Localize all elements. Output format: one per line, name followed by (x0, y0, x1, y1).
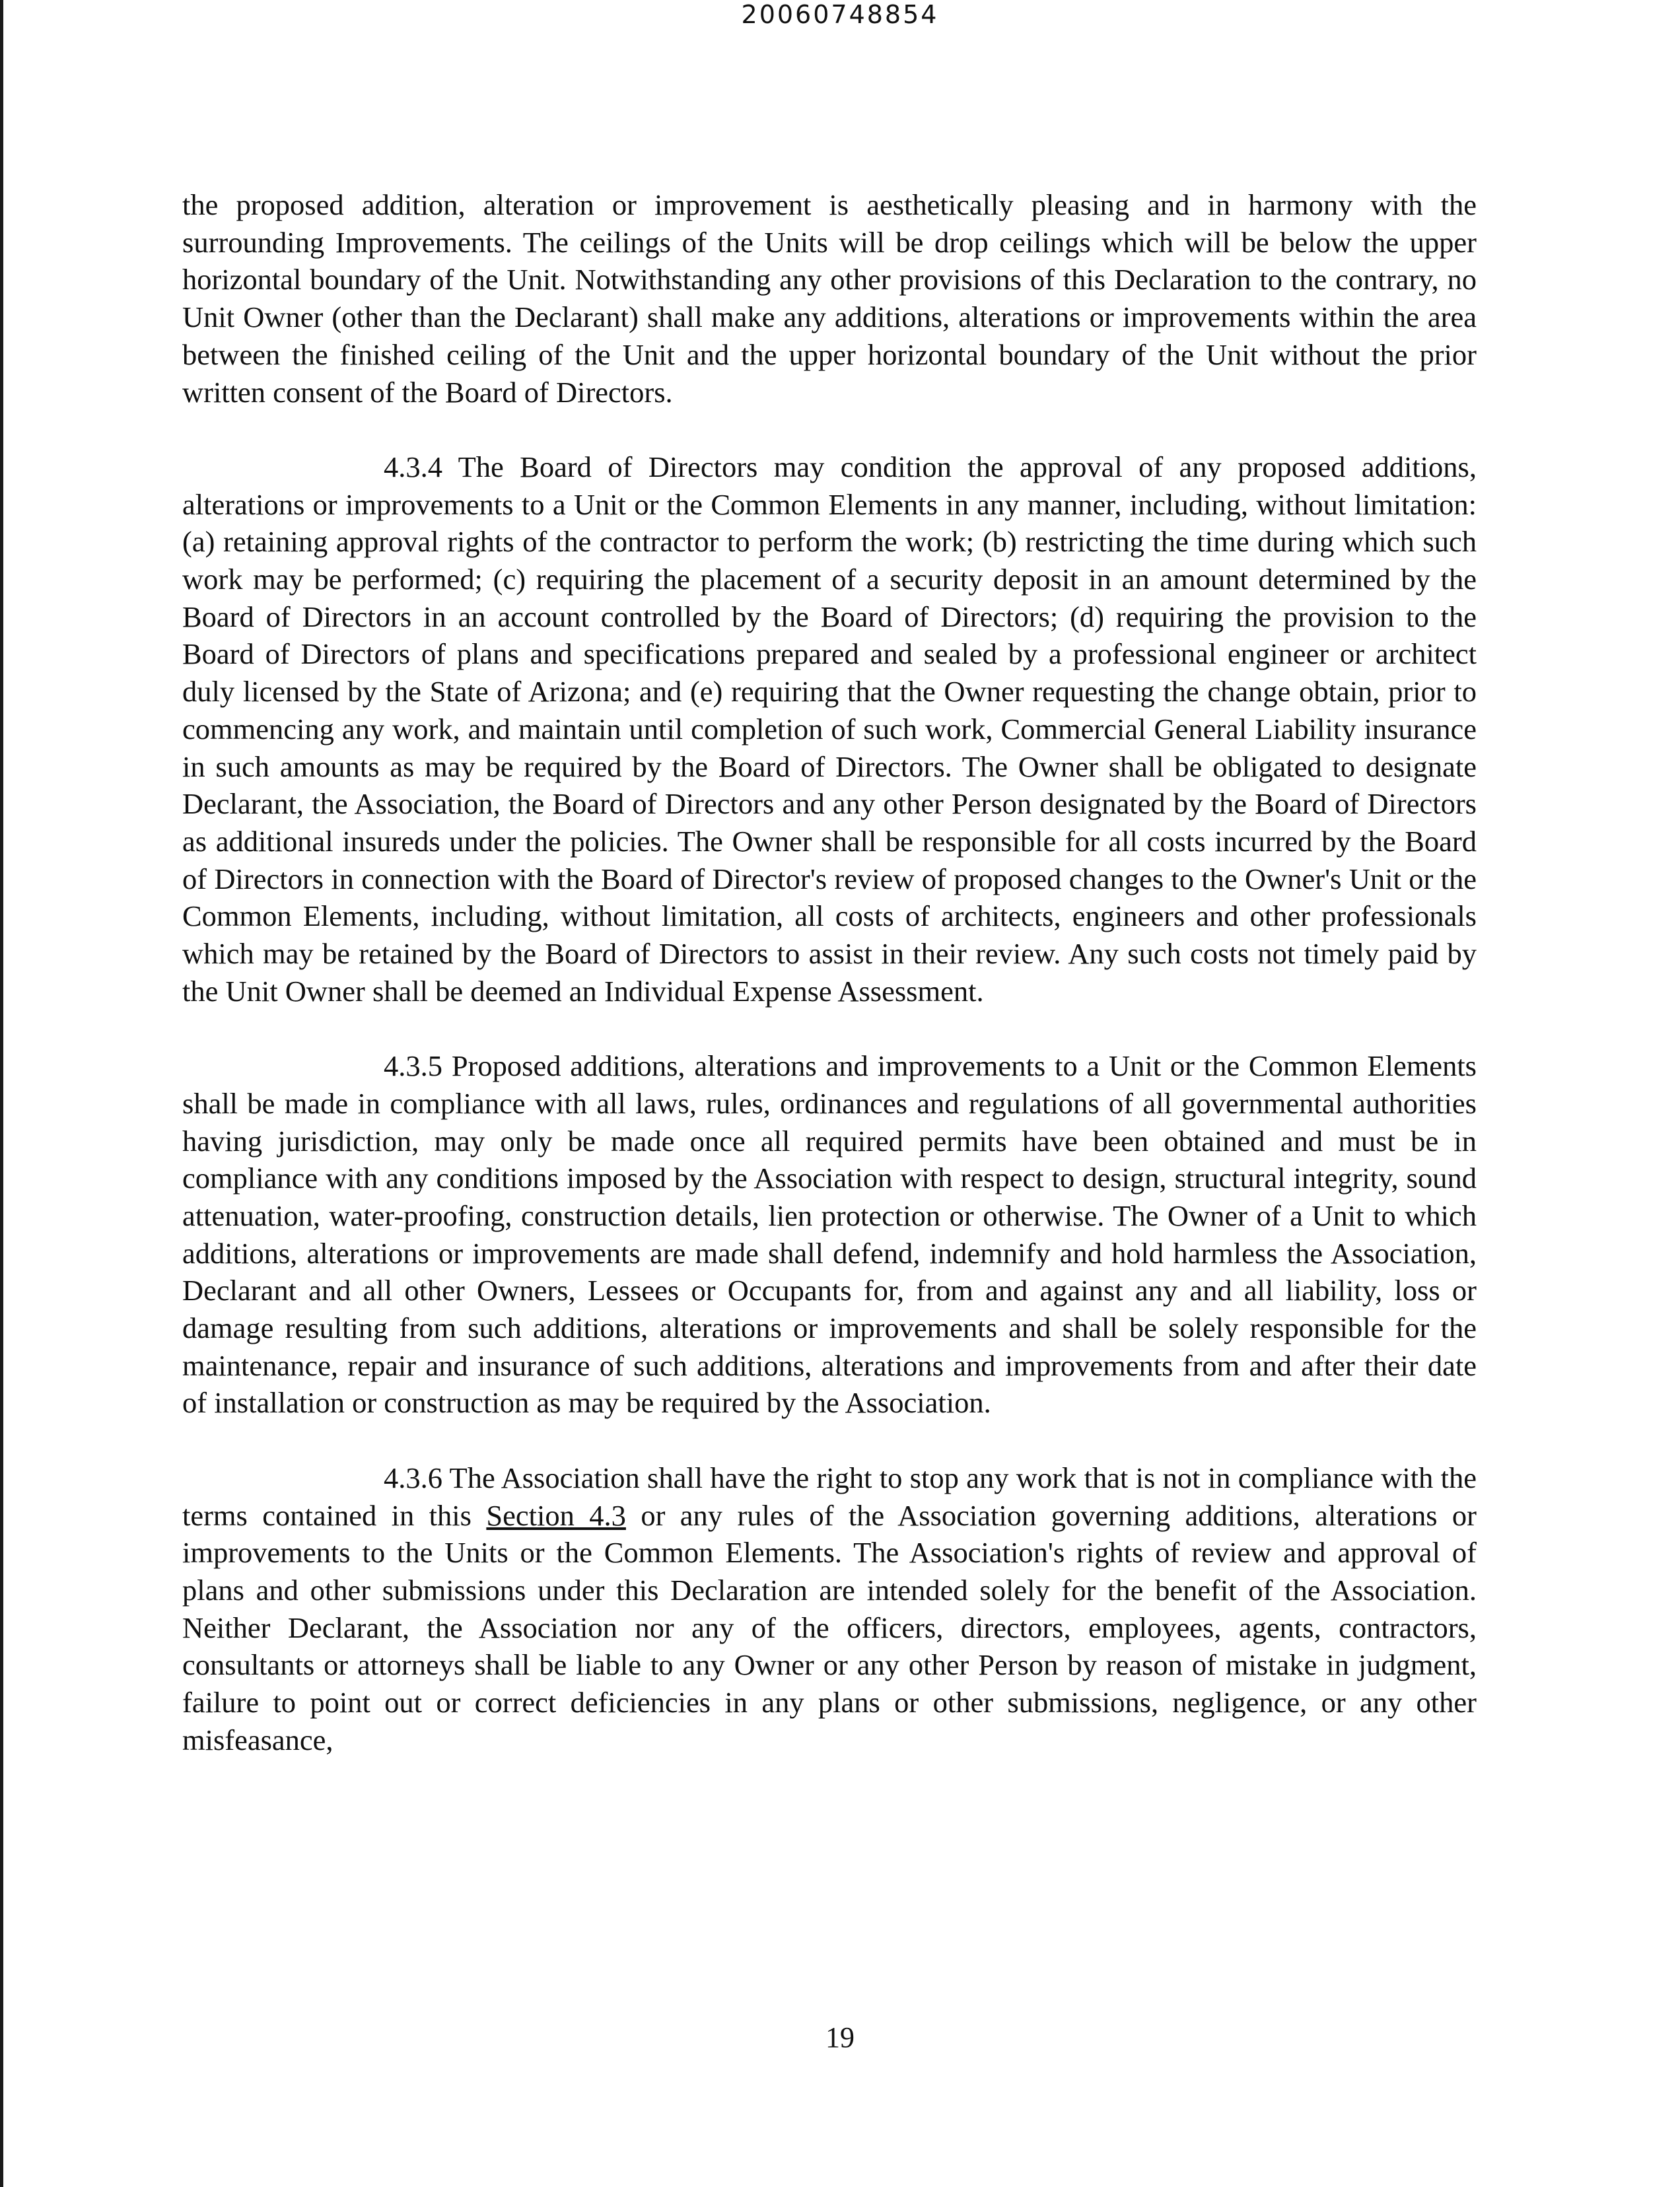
section-number: 4.3.6 (384, 1461, 442, 1494)
paragraph-text: Proposed additions, alterations and improvements to a Unit or the Common Elements shall be made in compliance with all laws, rules, ordinances and regulations of all governmental authorities having jurisdiction, may only be made once all required permits have been obtained and must be in compliance with any conditions imposed by the Association with respect to design, structural integrity, sound attenuation, water-proofing, construction details, lien protection or otherwise. The Owner of a Unit to which additions, alterations or improvements are made shall defend, indemnify and hold harmless the Association, Declarant and all other Owners, Lessees or Occupants for, from and against any and all liability, loss or damage resulting from such additions, alterations or improvements and shall be solely responsible for the maintenance, repair and insurance of such additions, alterations and improvements from and after their date of installation or construction as may be required by the Association. (182, 1049, 1477, 1420)
section-reference: Section 4.3 (486, 1498, 626, 1532)
document-body (182, 186, 1477, 1758)
paragraph-4-3-6 (182, 1459, 1477, 1759)
paragraph-text: The Board of Directors may condition the approval of any proposed additions, alterations or improvements to a Unit or the Common Elements in any manner, including, without limitation: (a) retaining approval rights of the contractor to perform the work; (b) restricting the time during which such work may be performed; (c) requiring the placement of a security deposit in an amount determined by the Board of Directors in an account controlled by the Board of Directors; (d) requiring the provision to the Board of Directors of plans and specifications prepared and sealed by a professional engineer or architect duly licensed by the State of Arizona; and (e) requiring that the Owner requesting the change obtain, prior to commencing any work, and maintain until completion of such work, Commercial General Liability insurance in such amounts as may be required by the Board of Directors. The Owner shall be obligated to designate Declarant, the Association, the Board of Directors and any other Person designated by the Board of Directors as additional insureds under the policies. The Owner shall be responsible for all costs incurred by the Board of Directors in connection with the Board of Director's review of proposed changes to the Owner's Unit or the Common Elements, including, without limitation, all costs of architects, engineers and other professionals which may be retained by the Board of Directors to assist in their review. Any such costs not timely paid by the Unit Owner shall be deemed an Individual Expense Assessment. (182, 450, 1477, 1008)
scan-edge (0, 0, 3, 2187)
paragraph-text-before-reference: The Association shall have the right to stop any work that is not in compliance with the terms contained in this (182, 1461, 1477, 1532)
paragraph-text: the proposed addition, alteration or improvement is aesthetically pleasing and in harmony with the surrounding Improvements. The ceilings of the Units will be drop ceilings which will be below the upper horizontal boundary of the Unit. Notwithstanding any other provisions of this Declaration to the contrary, no Unit Owner (other than the Declarant) shall make any additions, alterations or improvements within the area between the finished ceiling of the Unit and the upper horizontal boundary of the Unit without the prior written consent of the Board of Directors. (182, 188, 1477, 409)
paragraph-4-3-5 (182, 1047, 1477, 1422)
section-number: 4.3.5 (384, 1049, 442, 1083)
section-number: 4.3.4 (384, 450, 442, 483)
paragraph-continuation (182, 186, 1477, 411)
page-number: 19 (825, 2021, 855, 2054)
document-number: 20060748854 (741, 0, 939, 29)
paragraph-text-after-reference: or any rules of the Association governing additions, alterations or improvements to the Units or the Common Elements. The Association's rights of review and approval of plans and other submissions under this Declaration are intended solely for the benefit of the Association. Neither Declarant, the Association nor any of the officers, directors, employees, agents, contractors, consultants or attorneys shall be liable to any Owner or any other Person by reason of mistake in judgment, failure to point out or correct deficiencies in any plans or other submissions, negligence, or any other misfeasance, (182, 1498, 1477, 1756)
paragraph-4-3-4 (182, 448, 1477, 1010)
